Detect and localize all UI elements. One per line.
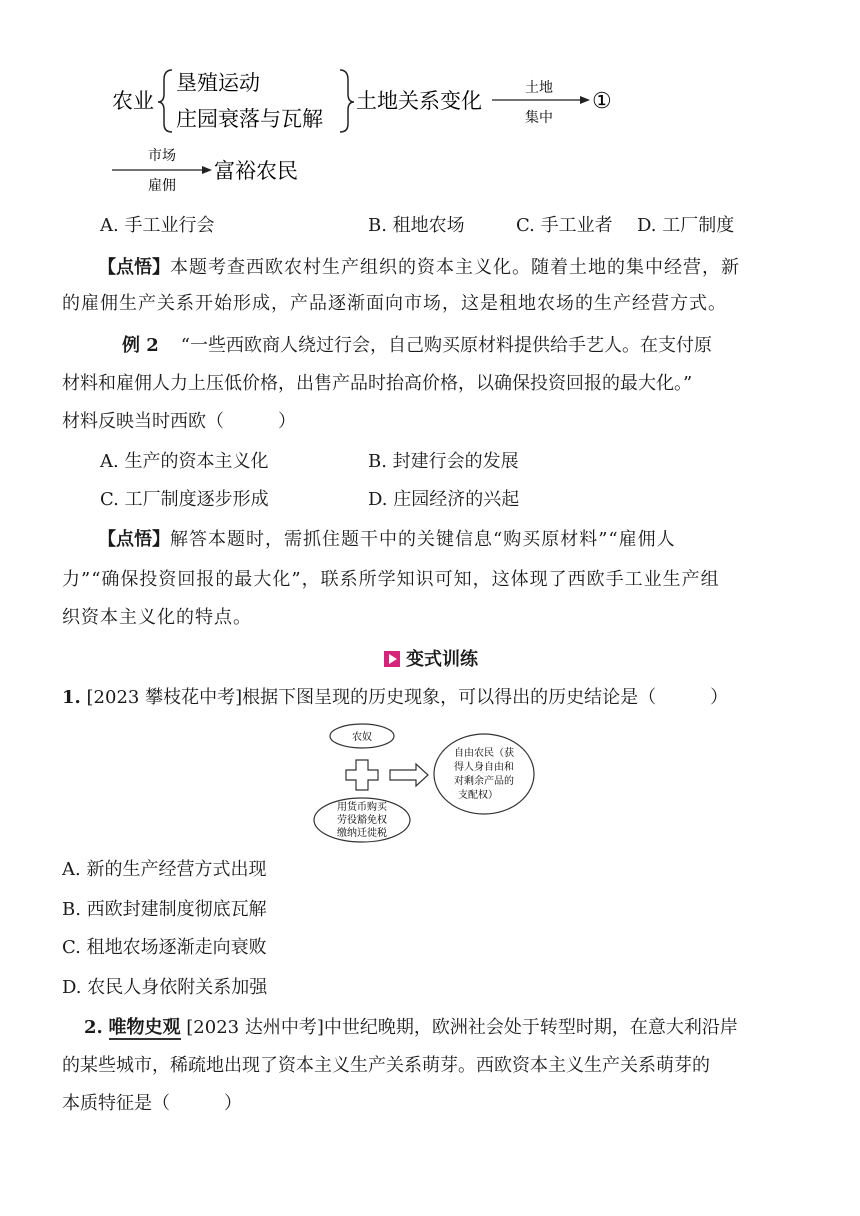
tip1-text1: 本题考查西欧农村生产组织的资本主义化。随着土地的集中经营，新 [170, 257, 740, 278]
tip2-line2: 力”“确保投资回报的最大化”，联系所学知识可知，这体现了西欧手工业生产组 [62, 569, 720, 590]
q1-option-c: C. 租地农场逐渐走向衰败 [62, 937, 267, 958]
q2-text1: [2023 达州中考]中世纪晚期，欧洲社会处于转型时期，在意大利沿岸 [186, 1017, 738, 1038]
q2-line3: 本质特征是（ ） [62, 1093, 242, 1114]
q1-option-a: A. 新的生产经营方式出现 [62, 859, 267, 880]
example2-line2: 材料和雇佣人力上压低价格，出售产品时抬高价格，以确保投资回报的最大化。” [62, 373, 693, 394]
tip1-label: 【点悟】 [98, 257, 170, 278]
tip1-line1 [62, 256, 802, 280]
example2-label: 例 2 [122, 335, 159, 356]
free-peasant-line1: 自由农民（获 [454, 748, 514, 759]
q1-stem [62, 686, 802, 710]
branch-reclamation: 垦殖运动 [176, 71, 260, 95]
q1-option-d: D. 农民人身依附关系加强 [62, 977, 268, 998]
free-peasant-line4: 支配权） [458, 790, 498, 801]
hollow-arrow-icon [390, 764, 428, 786]
example2-option-c: C. 工厂制度逐步形成 [100, 489, 269, 510]
arrow2-bottom-label: 雇佣 [148, 178, 176, 192]
land-relation-change: 土地关系变化 [356, 89, 482, 113]
q2-line1 [62, 1016, 802, 1040]
agriculture-flow-diagram [100, 62, 640, 192]
section-title: 变式训练 [406, 649, 478, 670]
blank-circle-1: ① [592, 89, 612, 114]
q2-tag: 唯物史观 [108, 1017, 181, 1038]
tip2-text1: 解答本题时，需抓住题干中的关键信息“购买原材料”“雇佣人 [170, 529, 676, 550]
example2-option-a: A. 生产的资本主义化 [100, 451, 269, 472]
serf-label: 农奴 [352, 732, 372, 743]
option-b-rent-farm: B. 租地农场 [368, 215, 465, 236]
q1-option-b: B. 西欧封建制度彻底瓦解 [62, 899, 267, 920]
arrow2-head [202, 166, 212, 174]
example2-option-b: B. 封建行会的发展 [368, 451, 519, 472]
arrow2-top-label: 市场 [148, 148, 176, 164]
q2-line2: 的某些城市，稀疏地出现了资本主义生产关系萌芽。西欧资本主义生产关系萌芽的 [62, 1055, 710, 1076]
flow-diagram-svg [100, 62, 640, 192]
serf-to-free-peasant-diagram [306, 722, 546, 844]
payment-line2: 劳役豁免权 [337, 815, 387, 826]
payment-line3: 缴纳迁徙税 [337, 828, 387, 839]
arrow1-bottom-label: 集中 [525, 110, 553, 126]
right-brace [340, 70, 354, 132]
free-peasant-ellipse [434, 734, 534, 814]
wealthy-peasant: 富裕农民 [214, 159, 298, 183]
option-a-guild: A. 手工业行会 [100, 215, 215, 236]
arrow1-head [580, 96, 590, 104]
arrow1-top-label: 土地 [525, 80, 553, 96]
tip2-line3: 织资本主义化的特点。 [62, 607, 252, 628]
example2-line1 [62, 334, 802, 358]
example2-option-d: D. 庄园经济的兴起 [368, 489, 520, 510]
q2-number: 2. [84, 1017, 103, 1038]
tip1-line2: 的雇佣生产关系开始形成，产品逐渐面向市场，这是租地农场的生产经营方式。 [62, 293, 727, 314]
tip2-line1 [62, 528, 802, 552]
plus-icon [346, 760, 378, 790]
option-d-factory: D. 工厂制度 [637, 215, 735, 236]
left-label: 农业 [112, 89, 154, 113]
branch-manor-decline: 庄园衰落与瓦解 [176, 107, 323, 131]
payment-line1: 用货币购买 [337, 802, 387, 813]
example2-line3: 材料反映当时西欧（ ） [62, 411, 296, 432]
free-peasant-line2: 得人身自由和 [454, 762, 514, 773]
q1-number: 1. [62, 687, 81, 708]
serf-diagram-svg [306, 722, 546, 844]
free-peasant-line3: 对剩余产品的 [454, 776, 514, 787]
q1-text: [2023 攀枝花中考]根据下图呈现的历史现象，可以得出的历史结论是（ ） [86, 687, 729, 708]
tip2-label: 【点悟】 [98, 529, 170, 550]
play-triangle-icon [384, 651, 400, 667]
section-header [384, 648, 478, 672]
option-c-artisan: C. 手工业者 [516, 215, 613, 236]
left-brace [158, 70, 172, 132]
example2-text1: “一些西欧商人绕过行会，自己购买原材料提供给手艺人。在支付原 [180, 335, 712, 356]
